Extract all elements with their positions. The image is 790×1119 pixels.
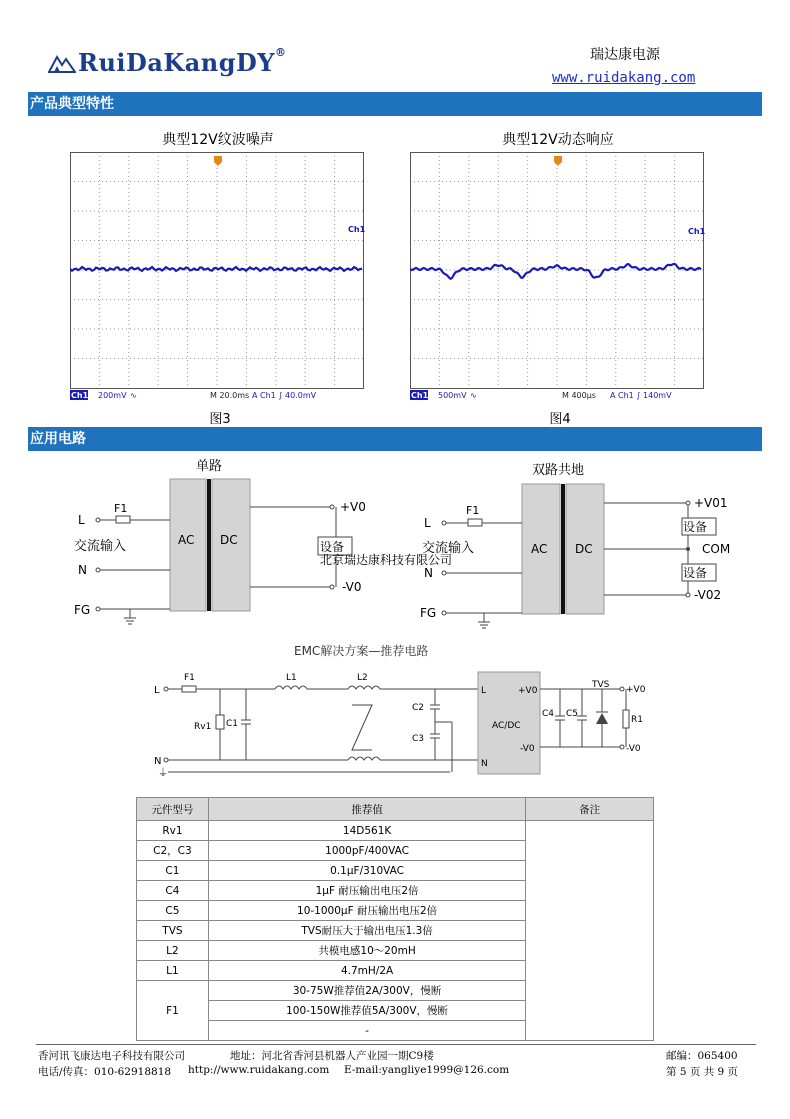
dual-device-1-label: 设备 (683, 520, 708, 534)
part-cell-f1: F1 (137, 981, 209, 1041)
emc-n-label: N (154, 756, 162, 767)
emc-out-vminus: -V0 (626, 744, 641, 754)
part-cell: TVS (137, 921, 209, 941)
value-cell: 0.1μF/310VAC (208, 861, 525, 881)
parts-header-note: 备注 (526, 798, 654, 821)
scope-2-footer-scale: 500mV (438, 391, 467, 400)
value-cell: 1000pF/400VAC (208, 841, 525, 861)
dual-n-label: N (424, 566, 433, 580)
section-application: 应用电路 (28, 427, 762, 451)
emc-earth-icon: ⏚ (158, 768, 168, 779)
emc-pin-vminus: -V0 (520, 744, 535, 754)
emc-c2-label: C2 (412, 703, 425, 713)
company-short-name: 瑞达康电源 (590, 47, 660, 63)
watermark-text: 北京瑞达康科技有限公司 (320, 553, 453, 567)
emc-circuit (150, 640, 660, 785)
scope-2-grid (410, 152, 704, 388)
single-fg-label: FG (74, 603, 91, 617)
scope-2-svg (410, 152, 706, 402)
scope-1-footer-trigger: A Ch1 ∫ 40.0mV (252, 391, 317, 400)
part-cell: C2，C3 (137, 841, 209, 861)
emc-pin-l: L (481, 686, 487, 696)
dual-l-label: L (424, 516, 431, 530)
scope-1-trigger-marker (214, 156, 222, 166)
single-vminus-label: -V0 (342, 580, 362, 594)
value-cell: 4.7mH/2A (208, 961, 525, 981)
parts-table-header-row (137, 798, 654, 821)
footer-address: 地址：河北省香河县机器人产业园一期C9楼 (230, 1050, 434, 1062)
parts-header-part: 元件型号 (137, 798, 209, 821)
value-cell: 10-1000μF 耐压输出电压2倍 (208, 901, 525, 921)
website-link[interactable]: www.ruidakang.com (552, 70, 696, 86)
emc-r1-label: R1 (631, 715, 643, 725)
brand-name: RuiDaKangDY (78, 48, 275, 77)
parts-table (136, 797, 654, 1041)
figure-3-label: 图3 (209, 412, 231, 427)
footer-postcode: 邮编：065400 (666, 1050, 738, 1062)
single-output-circuit (60, 452, 390, 632)
table-row (137, 821, 654, 841)
footer-divider (36, 1044, 756, 1045)
emc-title: EMC解决方案—推荐电路 (294, 644, 429, 658)
value-cell: 100-150W推荐值5A/300V，慢断 (208, 1001, 525, 1021)
mountain-logo-icon (48, 53, 76, 73)
dual-fg-label: FG (420, 606, 437, 620)
part-cell: L2 (137, 941, 209, 961)
single-ac-label: AC (178, 533, 195, 547)
scope-1-channel-tag: Ch1 (348, 225, 366, 234)
emc-module-label: AC/DC (492, 721, 521, 731)
scope-2-trigger-marker (554, 156, 562, 166)
emc-l2-label: L2 (357, 673, 368, 683)
emc-l1-label: L1 (286, 673, 297, 683)
footer-url[interactable]: http://www.ruidakang.com (188, 1064, 330, 1076)
value-cell: 共模电感10～20mH (208, 941, 525, 961)
part-cell: Rv1 (137, 821, 209, 841)
scope-1-title: 典型12V纹波噪声 (162, 132, 274, 148)
parts-header-value: 推荐值 (208, 798, 525, 821)
dual-input-label: 交流输入 (422, 541, 475, 556)
emc-l-label: L (154, 685, 160, 696)
dual-ac-label: AC (531, 542, 548, 556)
footer-company: 香河讯飞康达电子科技有限公司 (38, 1050, 185, 1062)
scope-2-footer-channel: Ch1 (411, 391, 429, 400)
single-n-label: N (78, 563, 87, 577)
note-cell (526, 821, 654, 1041)
scope-1-footer-time: M 20.0ms (210, 391, 250, 400)
dual-vplus-label: +V01 (694, 496, 728, 510)
footer-phone: 电话/传真：010-62918818 (38, 1066, 172, 1078)
scope-2-trace (410, 264, 701, 279)
registered-mark: ® (274, 46, 287, 59)
part-cell: L1 (137, 961, 209, 981)
scope-2-coupling-icon: ∿ (470, 391, 477, 400)
value-cell: - (208, 1021, 525, 1041)
part-cell: C1 (137, 861, 209, 881)
dual-com-label: COM (702, 542, 731, 556)
part-cell: C5 (137, 901, 209, 921)
emc-rv1-label: Rv1 (194, 722, 212, 732)
emc-c5-label: C5 (566, 709, 579, 719)
single-l-label: L (78, 513, 85, 527)
dual-vminus-label: -V02 (694, 588, 722, 602)
dual-f1-label: F1 (466, 504, 480, 517)
scope-1-coupling-icon: ∿ (130, 391, 137, 400)
emc-c4-label: C4 (542, 709, 555, 719)
emc-c3-label: C3 (412, 734, 425, 744)
value-cell: 30-75W推荐值2A/300V，慢断 (208, 981, 525, 1001)
value-cell: 14D561K (208, 821, 525, 841)
scope-1-footer-scale: 200mV (98, 391, 127, 400)
emc-tvs-label: TVS (592, 680, 610, 690)
dual-output-circuit (410, 452, 750, 632)
single-input-label: 交流输入 (74, 539, 127, 554)
single-device-label: 设备 (320, 540, 345, 554)
emc-pin-n: N (481, 759, 488, 769)
dual-device-2-label: 设备 (683, 566, 708, 580)
single-dc-label: DC (220, 533, 238, 547)
emc-out-vplus: +V0 (626, 685, 646, 695)
section-characteristics: 产品典型特性 (28, 92, 762, 116)
footer-page-number: 第 5 页 共 9 页 (666, 1066, 739, 1078)
single-vplus-label: +V0 (340, 500, 366, 514)
part-cell: C4 (137, 881, 209, 901)
single-title: 单路 (196, 459, 223, 474)
scope-2-title: 典型12V动态响应 (502, 132, 614, 148)
scope-1-svg (70, 152, 366, 402)
scope-1-screen (70, 152, 366, 402)
single-f1-label: F1 (114, 502, 128, 515)
footer-email[interactable]: E-mail:yangliye1999@126.com (344, 1064, 510, 1076)
scope-2-channel-tag: Ch1 (688, 227, 706, 236)
emc-pin-vplus: +V0 (518, 686, 538, 696)
dual-dc-label: DC (575, 542, 593, 556)
dual-title: 双路共地 (532, 463, 585, 478)
scope-2-screen (410, 152, 706, 402)
scope-1-footer-channel: Ch1 (71, 391, 89, 400)
emc-c1-label: C1 (226, 719, 239, 729)
figure-4-label: 图4 (549, 412, 571, 427)
scope-2-footer-time: M 400μs (562, 391, 596, 400)
value-cell: 1μF 耐压输出电压2倍 (208, 881, 525, 901)
scope-2-footer-trigger: A Ch1 ∫ 140mV (610, 391, 672, 400)
brand-logo (48, 48, 286, 77)
value-cell: TVS耐压大于输出电压1.3倍 (208, 921, 525, 941)
emc-f1-label: F1 (184, 673, 195, 683)
